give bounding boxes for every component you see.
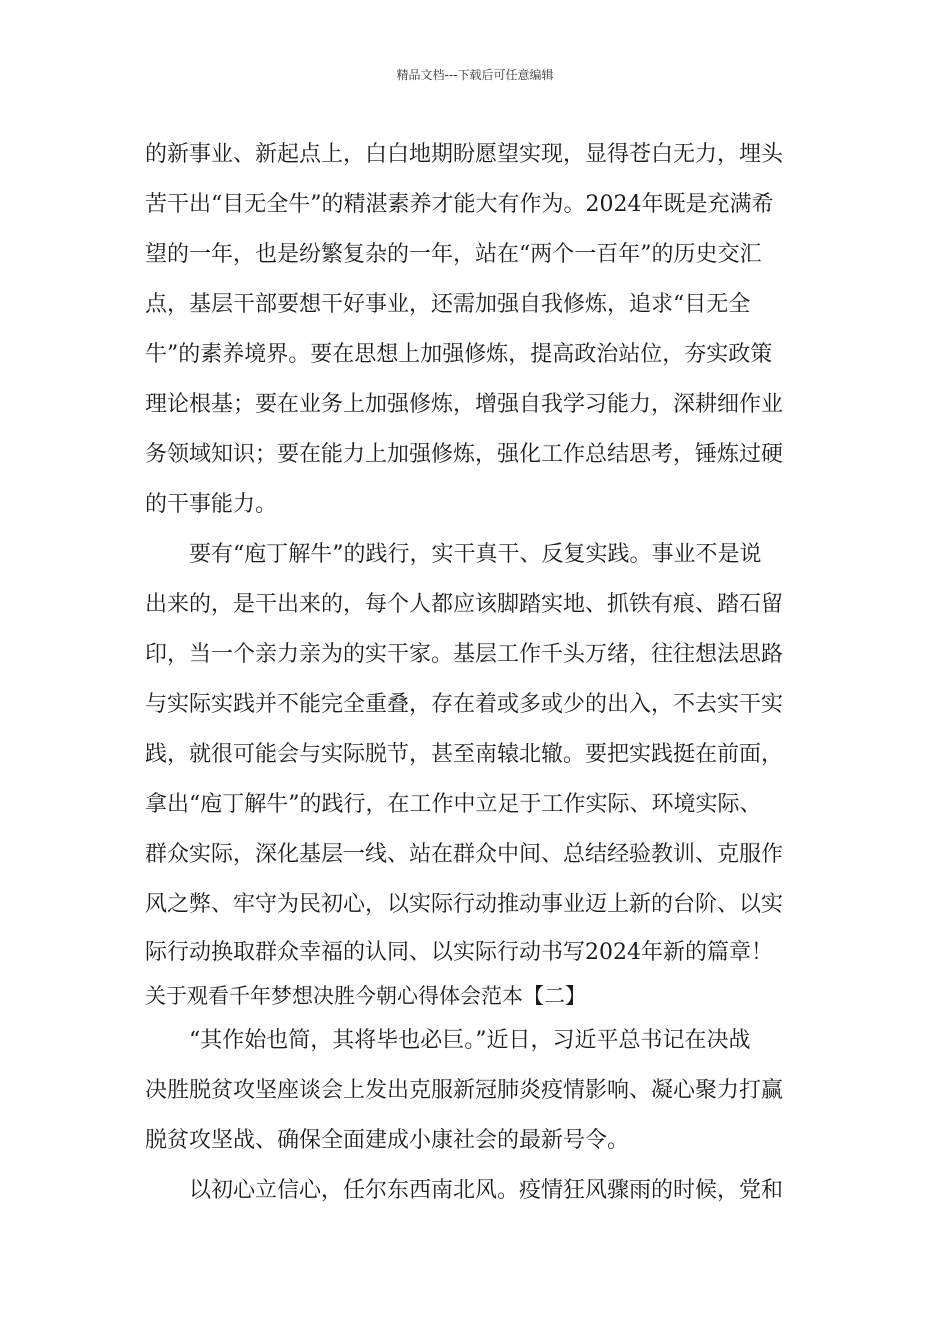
text-line: 群众实际，深化基层一线、站在群众中间、总结经验教训、克服作 [145, 842, 784, 867]
text-line: 的新事业、新起点上，白白地期盼愿望实现，显得苍白无力，埋头 [145, 142, 784, 167]
text-line: 望的一年，也是纷繁复杂的一年，站在“两个一百年”的历史交汇 [145, 242, 762, 267]
text-line: 理论根基；要在业务上加强修炼，增强自我学习能力，深耕细作业 [145, 392, 784, 417]
paragraph-start-line: 要有“庖丁解牛”的践行，实干真干、反复实践。事业不是说 [189, 542, 762, 567]
text-line: 际行动换取群众幸福的认同、以实际行动书写2024年新的篇章！ [145, 940, 773, 965]
text-line: 出来的，是干出来的，每个人都应该脚踏实地、抓铁有痕、踏石留 [145, 592, 784, 617]
text-line: 践，就很可能会与实际脱节，甚至南辕北辙。要把实践挺在前面， [145, 742, 784, 767]
paragraph-start-line: 以初心立信心，任尔东西南北风。疫情狂风骤雨的时候，党和 [189, 1178, 784, 1203]
paragraph-start-line: “其作始也简，其将毕也必巨。”近日，习近平总书记在决战 [189, 1028, 751, 1053]
text-line: 的干事能力。 [145, 492, 278, 517]
text-line: 印，当一个亲力亲为的实干家。基层工作千头万绪，往往想法思路 [145, 642, 784, 667]
text-line: 与实际实践并不能完全重叠，存在着或多或少的出入，不去实干实 [145, 692, 784, 717]
text-line: 务领域知识；要在能力上加强修炼，强化工作总结思考，锤炼过硬 [145, 442, 784, 467]
text-line: 拿出“庖丁解牛”的践行，在工作中立足于工作实际、环境实际、 [145, 792, 762, 817]
text-line: 苦干出“目无全牛”的精湛素养才能大有作为。2024年既是充满希 [145, 192, 774, 217]
text-line: 脱贫攻坚战、确保全面建成小康社会的最新号令。 [145, 1128, 630, 1153]
section-heading: 关于观看千年梦想决胜今朝心得体会范本【二】 [145, 984, 586, 1008]
text-line: 风之弊、牢守为民初心，以实际行动推动事业迈上新的台阶、以实 [145, 892, 784, 917]
text-line: 点，基层干部要想干好事业，还需加强自我修炼，追求“目无全 [145, 292, 751, 317]
page-header: 精品文档---下载后可任意编辑 [396, 68, 554, 82]
document-body [145, 130, 810, 1216]
text-line: 牛”的素养境界。要在思想上加强修炼，提高政治站位，夯实政策 [145, 342, 773, 367]
text-line: 决胜脱贫攻坚座谈会上发出克服新冠肺炎疫情影响、凝心聚力打赢 [145, 1078, 784, 1103]
